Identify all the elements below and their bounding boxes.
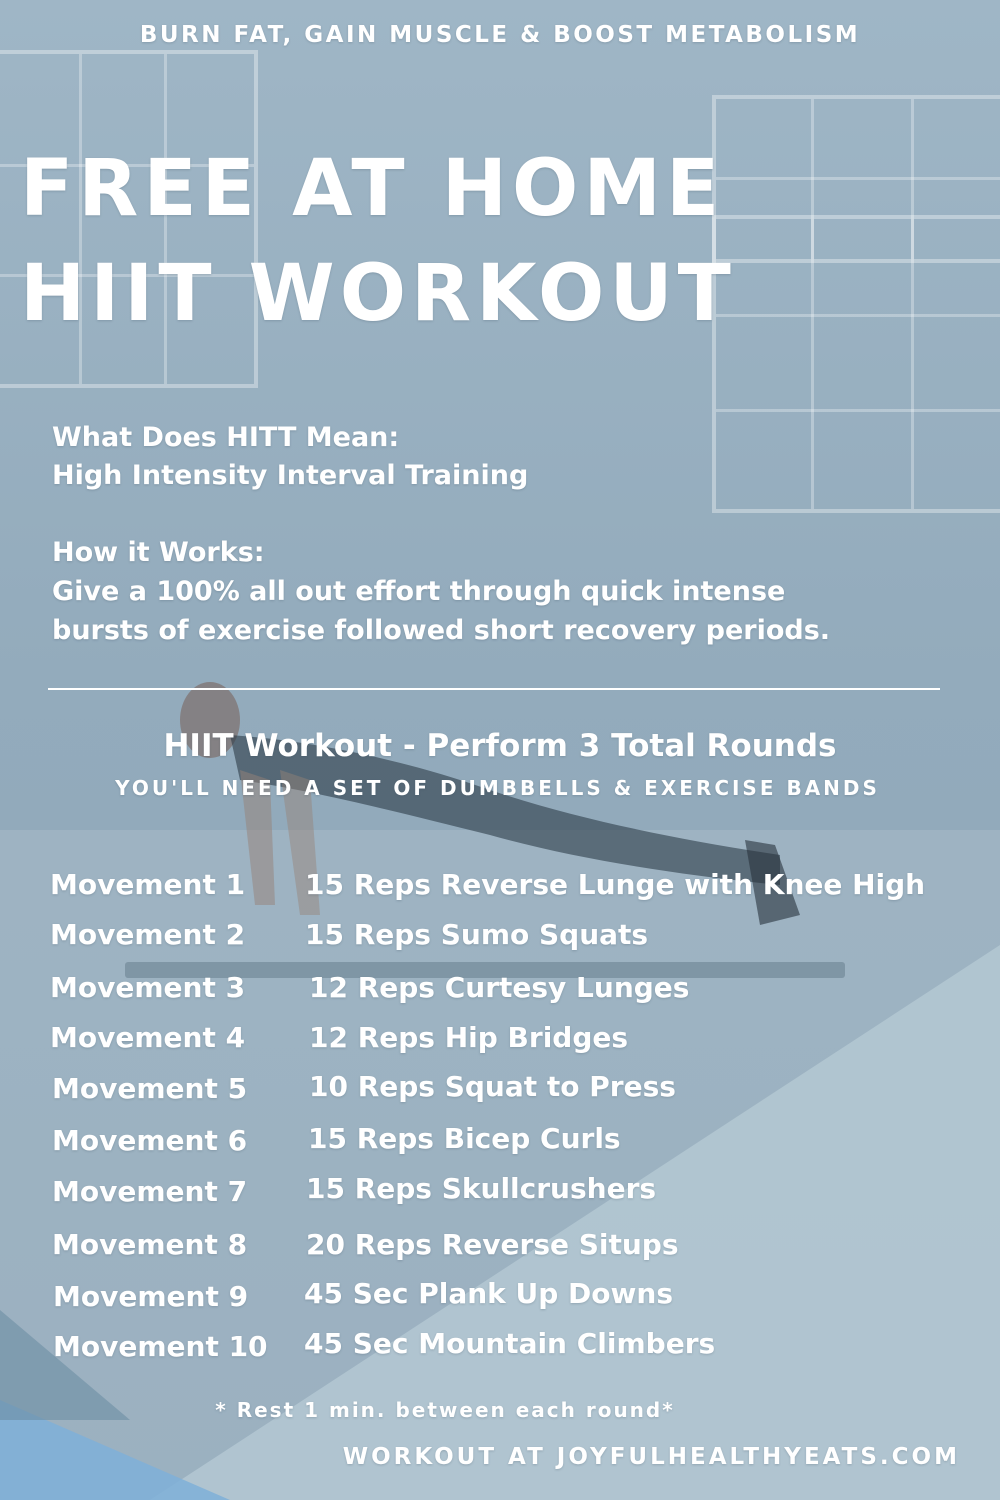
movement-detail: 12 Reps Hip Bridges <box>309 1021 629 1054</box>
movement-detail: 45 Sec Plank Up Downs <box>304 1277 674 1310</box>
movement-label: Movement 2 <box>50 918 246 951</box>
movement-label: Movement 1 <box>50 868 246 901</box>
movement-detail: 15 Reps Bicep Curls <box>308 1122 621 1155</box>
meaning-text: High Intensity Interval Training <box>52 460 529 491</box>
meaning-label: What Does HITT Mean: <box>52 422 400 453</box>
website-footer: WORKOUT AT JOYFULHEALTHYEATS.COM <box>342 1444 960 1470</box>
movement-label: Movement 4 <box>50 1021 246 1054</box>
movement-detail: 45 Sec Mountain Climbers <box>304 1327 716 1360</box>
movement-detail: 10 Reps Squat to Press <box>309 1070 676 1103</box>
movement-label: Movement 7 <box>52 1175 248 1208</box>
movement-label: Movement 8 <box>52 1228 248 1261</box>
how-it-works-line-2: bursts of exercise followed short recovery periods. <box>52 615 831 646</box>
movement-label: Movement 6 <box>52 1124 248 1157</box>
movement-label: Movement 9 <box>53 1280 249 1313</box>
how-it-works-line-1: Give a 100% all out effort through quick intense <box>52 576 786 607</box>
rest-note: * Rest 1 min. between each round* <box>215 1398 675 1422</box>
workout-title: HIIT Workout - Perform 3 Total Rounds <box>163 728 837 764</box>
movement-detail: 12 Reps Curtesy Lunges <box>309 971 690 1004</box>
movement-detail: 15 Reps Skullcrushers <box>306 1172 657 1205</box>
workout-equipment-note: YOU'LL NEED A SET OF DUMBBELLS & EXERCISE BANDS <box>115 776 880 800</box>
title-line-2: HIIT WORKOUT <box>20 249 736 339</box>
tagline: BURN FAT, GAIN MUSCLE & BOOST METABOLISM <box>139 22 861 48</box>
section-divider <box>48 688 940 690</box>
how-it-works-label: How it Works: <box>52 537 265 568</box>
movement-detail: 15 Reps Reverse Lunge with Knee High <box>305 868 926 901</box>
movement-label: Movement 10 <box>53 1330 268 1363</box>
movement-label: Movement 5 <box>52 1072 248 1105</box>
movement-detail: 15 Reps Sumo Squats <box>305 918 649 951</box>
movement-label: Movement 3 <box>50 971 246 1004</box>
movement-detail: 20 Reps Reverse Situps <box>306 1228 679 1261</box>
title-line-1: FREE AT HOME <box>20 144 725 234</box>
